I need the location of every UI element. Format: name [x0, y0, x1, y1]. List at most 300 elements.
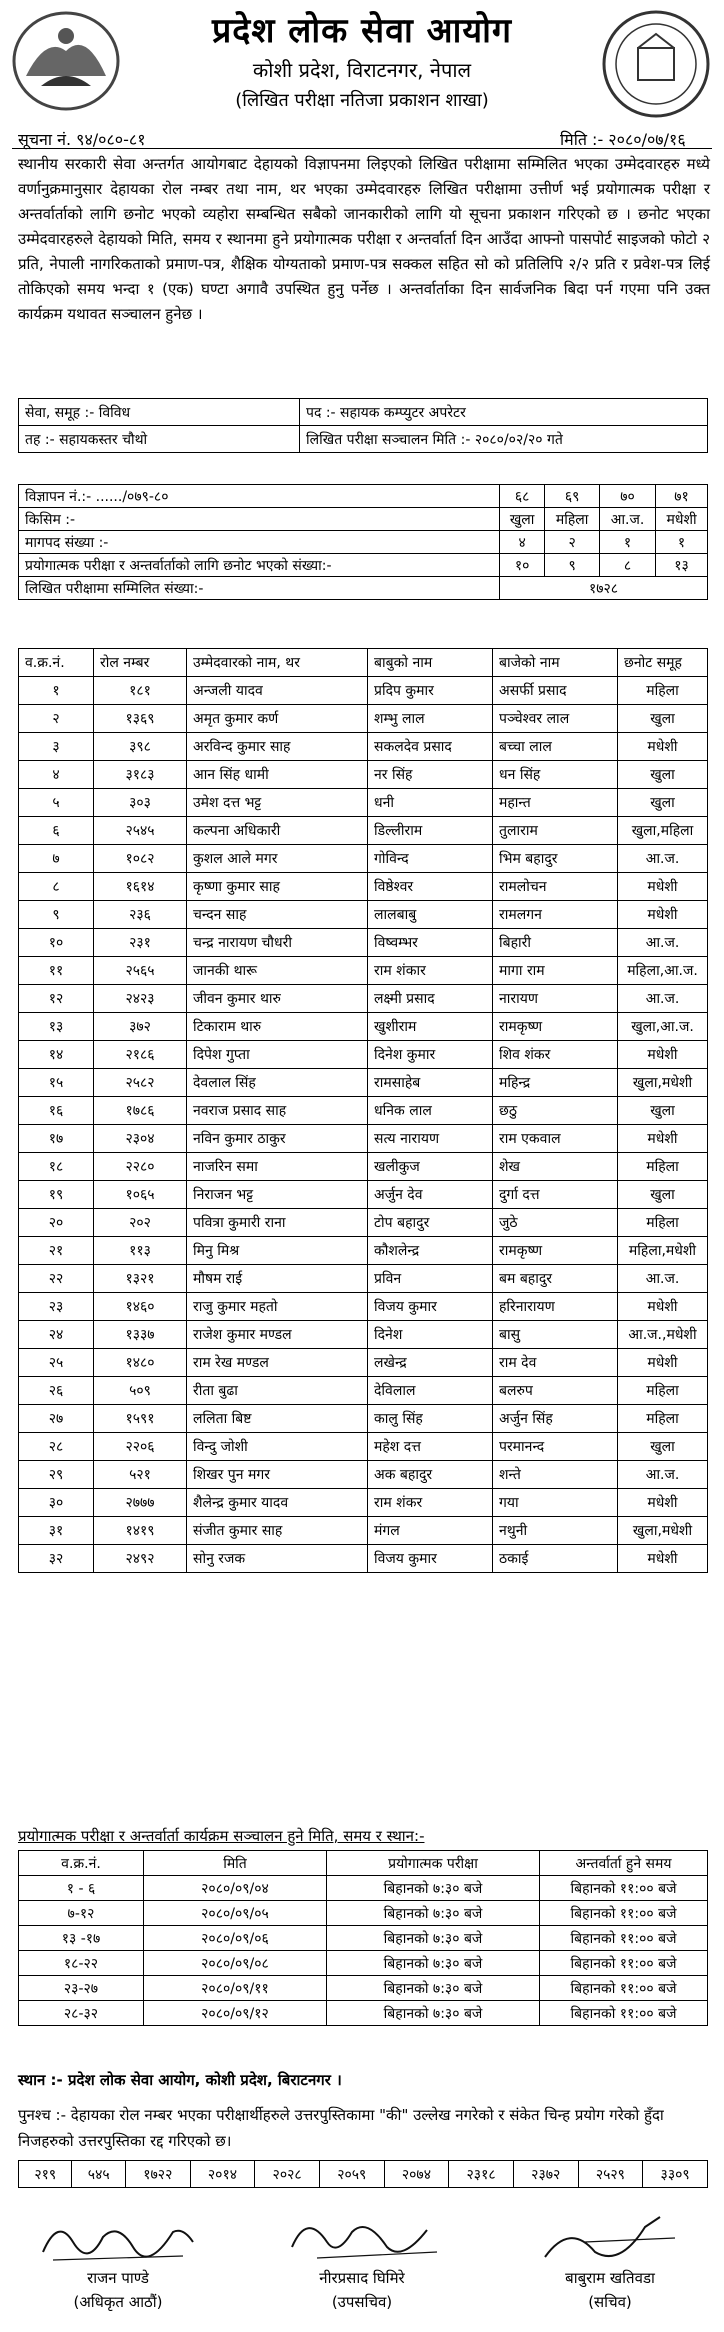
roll-number: १०६५ — [94, 1181, 187, 1209]
table-row — [19, 1976, 708, 2001]
roll-number: १४८० — [94, 1349, 187, 1377]
selection-group: खुला — [618, 705, 708, 733]
candidate-name: दिपेश गुप्ता — [187, 1041, 368, 1069]
table-row — [19, 1901, 708, 1926]
roll-number: २०२ — [94, 1209, 187, 1237]
candidate-name: आन सिंह धामी — [187, 761, 368, 789]
father-name: नर सिंह — [368, 761, 493, 789]
serial-number: ६ — [19, 817, 94, 845]
father-name: खलीकुज — [368, 1153, 493, 1181]
selection-group: खुला,आ.ज. — [618, 1013, 708, 1041]
schedule-date: २०८०/०९/०५ — [144, 1901, 327, 1926]
table-row — [19, 1517, 708, 1545]
selection-group: महिला — [618, 1153, 708, 1181]
signatory-role: (अधिकृत आठौं) — [73, 2293, 163, 2311]
advert-number: ७० — [600, 485, 656, 508]
divider — [12, 148, 712, 149]
selection-group: महिला — [618, 1377, 708, 1405]
roll-number: १०८२ — [94, 845, 187, 873]
cancelled-roll-number: २५२९ — [578, 2161, 643, 2188]
father-name: अर्जुन देव — [368, 1181, 493, 1209]
serial-number: २९ — [19, 1461, 94, 1489]
signatory-role: (उपसचिव) — [331, 2293, 393, 2311]
father-name: विजय कुमार — [368, 1545, 493, 1573]
roll-number: १३२१ — [94, 1265, 187, 1293]
table-row — [19, 1069, 708, 1097]
father-name: लक्ष्मी प्रसाद — [368, 985, 493, 1013]
serial-number: २६ — [19, 1377, 94, 1405]
roll-number: २७७७ — [94, 1489, 187, 1517]
venue: स्थान :- प्रदेश लोक सेवा आयोग, कोशी प्रदेश, बिराटनगर । — [18, 2071, 342, 2089]
grandfather-name: बच्चा लाल — [493, 733, 618, 761]
practical-time: बिहानको ७:३० बजे — [327, 1901, 540, 1926]
table-row — [19, 1013, 708, 1041]
selection-group: मधेशी — [618, 1041, 708, 1069]
table-row — [19, 733, 708, 761]
interview-time: बिहानको ११:०० बजे — [540, 2001, 708, 2026]
schedule-date: २०८०/०९/१२ — [144, 2001, 327, 2026]
grandfather-name: बिहारी — [493, 929, 618, 957]
selection-group: खुला — [618, 1097, 708, 1125]
practical-time: बिहानको ७:३० बजे — [327, 1926, 540, 1951]
schedule-date: २०८०/०९/११ — [144, 1976, 327, 2001]
roll-number: १७८६ — [94, 1097, 187, 1125]
selection-group: खुला — [618, 1433, 708, 1461]
table-row — [19, 817, 708, 845]
grandfather-name: बलरुप — [493, 1377, 618, 1405]
table-row — [19, 1125, 708, 1153]
roll-number: ३९८ — [94, 733, 187, 761]
serial-number: १० — [19, 929, 94, 957]
advertisement-table — [18, 484, 708, 600]
schedule-table — [18, 1850, 708, 2026]
header-date: मिति — [144, 1851, 327, 1876]
grandfather-name: महिन्द्र — [493, 1069, 618, 1097]
grandfather-name: ठकाई — [493, 1545, 618, 1573]
table-row — [19, 1321, 708, 1349]
roll-number: ११३ — [94, 1237, 187, 1265]
grandfather-name: असर्फी प्रसाद — [493, 677, 618, 705]
father-name: रामसाहेब — [368, 1069, 493, 1097]
quota-type: मधेशी — [656, 508, 708, 531]
candidate-name: अरविन्द कुमार साह — [187, 733, 368, 761]
grandfather-name: मागा राम — [493, 957, 618, 985]
candidate-name: विन्दु जोशी — [187, 1433, 368, 1461]
father-name: दिनेश कुमार — [368, 1041, 493, 1069]
selection-group: मधेशी — [618, 873, 708, 901]
table-row — [19, 677, 708, 705]
header-name: उम्मेदवारको नाम, थर — [187, 649, 368, 677]
signatory-name: राजन पाण्डे — [87, 2269, 149, 2287]
serial-number: १७ — [19, 1125, 94, 1153]
father-name: राम शंकर — [368, 1489, 493, 1517]
cancelled-roll-number: २०२८ — [255, 2161, 320, 2188]
selection-group: मधेशी — [618, 1293, 708, 1321]
grandfather-name: रामलगन — [493, 901, 618, 929]
table-row — [19, 1951, 708, 1976]
father-name: लालबाबु — [368, 901, 493, 929]
post-name: पद :- सहायक कम्प्युटर अपरेटर — [300, 399, 708, 426]
roll-number: २१८६ — [94, 1041, 187, 1069]
table-row — [19, 929, 708, 957]
serial-range: २८-३२ — [19, 2001, 144, 2026]
candidate-name: ललिता बिष्ट — [187, 1405, 368, 1433]
candidate-name: जीवन कुमार थारु — [187, 985, 368, 1013]
candidate-name: टिकाराम थारु — [187, 1013, 368, 1041]
interview-time: बिहानको ११:०० बजे — [540, 1951, 708, 1976]
table-row — [19, 705, 708, 733]
cancelled-rolls-table — [18, 2160, 708, 2188]
advert-number: ६९ — [545, 485, 600, 508]
header-interview: अन्तर्वार्ता हुने समय — [540, 1851, 708, 1876]
signature-mark — [525, 2212, 695, 2268]
cancelled-roll-number: २१९ — [19, 2161, 72, 2188]
attended-count: १७२८ — [500, 577, 708, 600]
serial-number: ३१ — [19, 1517, 94, 1545]
father-name: देविलाल — [368, 1377, 493, 1405]
candidate-name: नाजरिन समा — [187, 1153, 368, 1181]
table-row — [19, 1041, 708, 1069]
father-name: टोप बहादुर — [368, 1209, 493, 1237]
signatory-role: (सचिव) — [588, 2293, 632, 2311]
table-row — [19, 1461, 708, 1489]
father-name: विष्ठेश्वर — [368, 873, 493, 901]
serial-number: ९ — [19, 901, 94, 929]
grandfather-name: हरिनारायण — [493, 1293, 618, 1321]
table-row — [19, 1265, 708, 1293]
father-name: प्रदिप कुमार — [368, 677, 493, 705]
cancelled-roll-number: २०७४ — [384, 2161, 449, 2188]
selection-group: मधेशी — [618, 733, 708, 761]
roll-number: ५०९ — [94, 1377, 187, 1405]
candidate-name: कृष्णा कुमार साह — [187, 873, 368, 901]
signatory-name: नीरप्रसाद घिमिरे — [319, 2269, 405, 2287]
commission-title: प्रदेश लोक सेवा आयोग — [211, 11, 513, 51]
table-row — [19, 1876, 708, 1901]
father-name: धनी — [368, 789, 493, 817]
father-name: अक बहादुर — [368, 1461, 493, 1489]
serial-number: २० — [19, 1209, 94, 1237]
selection-group: मधेशी — [618, 1545, 708, 1573]
grandfather-name: परमानन्द — [493, 1433, 618, 1461]
grandfather-name: रामलोचन — [493, 873, 618, 901]
candidate-name: मौषम राई — [187, 1265, 368, 1293]
father-name: सकलदेव प्रसाद — [368, 733, 493, 761]
candidate-name: पवित्रा कुमारी राना — [187, 1209, 368, 1237]
table-row — [19, 1293, 708, 1321]
table-row — [19, 845, 708, 873]
interview-time: बिहानको ११:०० बजे — [540, 1926, 708, 1951]
cancelled-roll-number: २०१४ — [190, 2161, 255, 2188]
candidate-name: राजु कुमार महतो — [187, 1293, 368, 1321]
cancelled-roll-number: १७२२ — [125, 2161, 190, 2188]
roll-number: १३३७ — [94, 1321, 187, 1349]
father-name: खुशीराम — [368, 1013, 493, 1041]
father-name: गोविन्द — [368, 845, 493, 873]
candidate-name: देवलाल सिंह — [187, 1069, 368, 1097]
selected-count: १० — [500, 554, 545, 577]
serial-number: ३० — [19, 1489, 94, 1517]
cancelled-roll-number: २३१८ — [449, 2161, 514, 2188]
serial-number: २३ — [19, 1293, 94, 1321]
commission-logo-icon — [600, 8, 712, 120]
candidate-name: कल्पना अधिकारी — [187, 817, 368, 845]
demand-count: १ — [656, 531, 708, 554]
interview-time: बिहानको ११:०० बजे — [540, 1976, 708, 2001]
table-row — [19, 873, 708, 901]
header-serial: व.क्र.नं. — [19, 649, 94, 677]
serial-range: १८-२२ — [19, 1951, 144, 1976]
serial-number: २७ — [19, 1405, 94, 1433]
serial-number: २८ — [19, 1433, 94, 1461]
table-row — [19, 1349, 708, 1377]
selection-group: महिला,मधेशी — [618, 1237, 708, 1265]
serial-number: १६ — [19, 1097, 94, 1125]
advert-number: ६८ — [500, 485, 545, 508]
interview-time: बिहानको ११:०० बजे — [540, 1901, 708, 1926]
grandfather-name: रामकृष्ण — [493, 1237, 618, 1265]
selection-group: मधेशी — [618, 901, 708, 929]
selection-group: खुला,मधेशी — [618, 1069, 708, 1097]
candidate-name: चन्द्र नारायण चौधरी — [187, 929, 368, 957]
quota-type: महिला — [545, 508, 600, 531]
father-name: डिल्लीराम — [368, 817, 493, 845]
selection-group: आ.ज. — [618, 929, 708, 957]
candidate-name: अमृत कुमार कर्ण — [187, 705, 368, 733]
roll-number: २५४५ — [94, 817, 187, 845]
father-name: प्रविन — [368, 1265, 493, 1293]
cancelled-roll-number: ३३०९ — [643, 2161, 708, 2188]
interview-time: बिहानको ११:०० बजे — [540, 1876, 708, 1901]
candidate-name: उमेश दत्त भट्ट — [187, 789, 368, 817]
table-row — [19, 1097, 708, 1125]
selection-group: खुला — [618, 789, 708, 817]
selection-group: मधेशी — [618, 1349, 708, 1377]
signature-mark — [277, 2212, 447, 2268]
advert-number: ७१ — [656, 485, 708, 508]
header-serial-range: व.क्र.नं. — [19, 1851, 144, 1876]
serial-number: ३ — [19, 733, 94, 761]
selected-count: १३ — [656, 554, 708, 577]
father-name: कौशलेन्द्र — [368, 1237, 493, 1265]
type-label: किसिम :- — [19, 508, 500, 531]
header-grandfather: बाजेको नाम — [493, 649, 618, 677]
candidate-name: नवराज प्रसाद साह — [187, 1097, 368, 1125]
header-group: छनोट समूह — [618, 649, 708, 677]
father-name: राम शंकार — [368, 957, 493, 985]
serial-number: १८ — [19, 1153, 94, 1181]
signature-block — [510, 2212, 710, 2312]
father-name: महेश दत्त — [368, 1433, 493, 1461]
selection-group: मधेशी — [618, 1125, 708, 1153]
signature-mark — [33, 2212, 203, 2268]
table-row — [19, 1237, 708, 1265]
table-row — [19, 1153, 708, 1181]
practical-time: बिहानको ७:३० बजे — [327, 2001, 540, 2026]
candidate-name: राजेश कुमार मण्डल — [187, 1321, 368, 1349]
header-roll: रोल नम्बर — [94, 649, 187, 677]
page-header — [0, 0, 724, 130]
table-row — [19, 1926, 708, 1951]
grandfather-name: भिम बहादुर — [493, 845, 618, 873]
candidate-name: चन्दन साह — [187, 901, 368, 929]
selection-group: आ.ज.,मधेशी — [618, 1321, 708, 1349]
roll-number: ३०३ — [94, 789, 187, 817]
table-row — [19, 1405, 708, 1433]
advert-label: विज्ञापन नं.:- ....../०७९-८० — [19, 485, 500, 508]
grandfather-name: जुठे — [493, 1209, 618, 1237]
roll-number: ३७२ — [94, 1013, 187, 1041]
table-row — [19, 1545, 708, 1573]
table-row — [19, 761, 708, 789]
notice-date: मिति :- २०८०/०७/१६ — [560, 130, 686, 149]
selection-group: मधेशी — [618, 1489, 708, 1517]
signature-block — [18, 2212, 218, 2312]
grandfather-name: धन सिंह — [493, 761, 618, 789]
serial-range: १३ -१७ — [19, 1926, 144, 1951]
results-table — [18, 648, 708, 1573]
serial-number: २५ — [19, 1349, 94, 1377]
roll-number: १४१९ — [94, 1517, 187, 1545]
cancelled-roll-number: ५४५ — [72, 2161, 125, 2188]
quota-type: आ.ज. — [600, 508, 656, 531]
serial-number: २४ — [19, 1321, 94, 1349]
selected-label: प्रयोगात्मक परीक्षा र अन्तर्वार्ताको लागि छनोट भएको संख्या:- — [19, 554, 500, 577]
candidate-name: कुशल आले मगर — [187, 845, 368, 873]
grandfather-name: गया — [493, 1489, 618, 1517]
roll-number: २४२३ — [94, 985, 187, 1013]
grandfather-name: शन्ते — [493, 1461, 618, 1489]
table-row — [19, 2001, 708, 2026]
office-address: कोशी प्रदेश, विराटनगर, नेपाल — [252, 58, 472, 82]
table-row — [19, 1433, 708, 1461]
cancelled-roll-number: २०५९ — [319, 2161, 384, 2188]
grandfather-name: दुर्गा दत्त — [493, 1181, 618, 1209]
table-row — [19, 789, 708, 817]
candidate-name: रीता बुढा — [187, 1377, 368, 1405]
cancellation-note: पुनश्च :- देहायका रोल नम्बर भएका परीक्षार्थीहरुले उत्तरपुस्तिकामा "की" उल्लेख नगरेको र संकेत चिन्ह प्रयोग गरेको हुँदा निजहरुको उत्तरपुस्तिका रद्द गरिएको छ। — [18, 2106, 664, 2150]
serial-number: १९ — [19, 1181, 94, 1209]
roll-number: २५८२ — [94, 1069, 187, 1097]
selection-group: महिला — [618, 1209, 708, 1237]
table-row — [19, 985, 708, 1013]
serial-number: १५ — [19, 1069, 94, 1097]
father-name: मंगल — [368, 1517, 493, 1545]
roll-number: २२०६ — [94, 1433, 187, 1461]
grandfather-name: तुलाराम — [493, 817, 618, 845]
serial-number: ५ — [19, 789, 94, 817]
header-father: बाबुको नाम — [368, 649, 493, 677]
candidate-name: नविन कुमार ठाकुर — [187, 1125, 368, 1153]
results-header-row — [19, 649, 708, 677]
header-practical: प्रयोगात्मक परीक्षा — [327, 1851, 540, 1876]
table-row — [19, 1209, 708, 1237]
candidate-name: निराजन भट्ट — [187, 1181, 368, 1209]
candidate-name: जानकी थारू — [187, 957, 368, 985]
grandfather-name: अर्जुन सिंह — [493, 1405, 618, 1433]
signature-block — [262, 2212, 462, 2312]
grandfather-name: राम देव — [493, 1349, 618, 1377]
grandfather-name: शेख — [493, 1153, 618, 1181]
selection-group: महिला,आ.ज. — [618, 957, 708, 985]
roll-number: २५६५ — [94, 957, 187, 985]
grandfather-name: रामकृष्ण — [493, 1013, 618, 1041]
selection-group: आ.ज. — [618, 1265, 708, 1293]
demand-label: मागपद संख्या :- — [19, 531, 500, 554]
candidate-name: अन्जली यादव — [187, 677, 368, 705]
roll-number: २३१ — [94, 929, 187, 957]
demand-count: ४ — [500, 531, 545, 554]
practical-time: बिहानको ७:३० बजे — [327, 1951, 540, 1976]
roll-number: २४९२ — [94, 1545, 187, 1573]
schedule-title: प्रयोगात्मक परीक्षा र अन्तर्वार्ता कार्यक्रम सञ्चालन हुने मिति, समय र स्थान:- — [18, 1827, 425, 1845]
notice-body: स्थानीय सरकारी सेवा अन्तर्गत आयोगबाट देहायको विज्ञापनमा लिइएको लिखित परीक्षामा सम्मिलित भएका उम्मेदवारहरु मध्ये वर्णानुक्रमानुसार देहायका रोल नम्बर तथा नाम, थर भएका उम्मेदवारहरु लिखित परीक्षामा उत्तीर्ण भई प्रयोगात्मक परीक्षा र अन्तर्वार्ताको लागि छनोट भएको व्यहोरा सम्बन्धित सबैको जानकारीको लागि यो सूचना प्रकाशन गरिएको छ । छनोट भएका उम्मेदवारहरुले देहायको मिति, समय र स्थानमा हुने प्रयोगात्मक परीक्षा र अन्तर्वार्ता दिन आउँदा आफ्नो पासपोर्ट साइजको फोटो २ प्रति, नेपाली नागरिकताको प्रमाण-पत्र, शैक्षिक योग्यताको प्रमाण-पत्र सक्कल सहित सो को प्रतिलिपि २/२ प्रति र प्रवेश-पत्र लिई तोकिएको समय भन्दा १ (एक) घण्टा अगावै उपस्थित हुनु पर्नेछ । अन्तर्वार्ताका दिन सार्वजनिक बिदा पर्न गएमा पनि उक्त कार्यक्रम यथावत सञ्चालन हुनेछ । — [18, 155, 710, 323]
selection-group: आ.ज. — [618, 985, 708, 1013]
table-row — [19, 957, 708, 985]
serial-number: २२ — [19, 1265, 94, 1293]
selected-count: ९ — [545, 554, 600, 577]
roll-number: १५९१ — [94, 1405, 187, 1433]
table-row — [19, 1377, 708, 1405]
demand-count: २ — [545, 531, 600, 554]
serial-number: ७ — [19, 845, 94, 873]
grandfather-name: महान्त — [493, 789, 618, 817]
level: तह :- सहायकस्तर चौथो — [19, 426, 300, 453]
selection-group: खुला — [618, 761, 708, 789]
selection-group: महिला — [618, 1405, 708, 1433]
schedule-date: २०८०/०९/०६ — [144, 1926, 327, 1951]
schedule-header-row — [19, 1851, 708, 1876]
cancelled-roll-number: २३७२ — [513, 2161, 578, 2188]
serial-number: ४ — [19, 761, 94, 789]
selection-group: आ.ज. — [618, 1461, 708, 1489]
roll-number: १८१ — [94, 677, 187, 705]
grandfather-name: शिव शंकर — [493, 1041, 618, 1069]
father-name: कालु सिंह — [368, 1405, 493, 1433]
candidate-name: शिखर पुन मगर — [187, 1461, 368, 1489]
selection-group: खुला,महिला — [618, 817, 708, 845]
candidate-name: राम रेख मण्डल — [187, 1349, 368, 1377]
serial-number: ८ — [19, 873, 94, 901]
father-name: दिनेश — [368, 1321, 493, 1349]
candidate-name: सोनु रजक — [187, 1545, 368, 1573]
practical-time: बिहानको ७:३० बजे — [327, 1976, 540, 2001]
selected-count: ८ — [600, 554, 656, 577]
table-row — [19, 901, 708, 929]
demand-count: १ — [600, 531, 656, 554]
roll-number: ५२१ — [94, 1461, 187, 1489]
serial-number: ३२ — [19, 1545, 94, 1573]
roll-number: २३६ — [94, 901, 187, 929]
serial-range: १ - ६ — [19, 1876, 144, 1901]
serial-number: २१ — [19, 1237, 94, 1265]
section-name: (लिखित परीक्षा नतिजा प्रकाशन शाखा) — [235, 90, 489, 111]
father-name: विष्वम्भर — [368, 929, 493, 957]
serial-range: २३-२७ — [19, 1976, 144, 2001]
grandfather-name: नारायण — [493, 985, 618, 1013]
serial-number: १३ — [19, 1013, 94, 1041]
grandfather-name: बासु — [493, 1321, 618, 1349]
grandfather-name: पञ्चेश्वर लाल — [493, 705, 618, 733]
roll-number: १६१४ — [94, 873, 187, 901]
grandfather-name: छठु — [493, 1097, 618, 1125]
serial-number: १ — [19, 677, 94, 705]
selection-group: महिला — [618, 677, 708, 705]
serial-number: १२ — [19, 985, 94, 1013]
serial-number: ११ — [19, 957, 94, 985]
grandfather-name: बम बहादुर — [493, 1265, 618, 1293]
father-name: विजय कुमार — [368, 1293, 493, 1321]
